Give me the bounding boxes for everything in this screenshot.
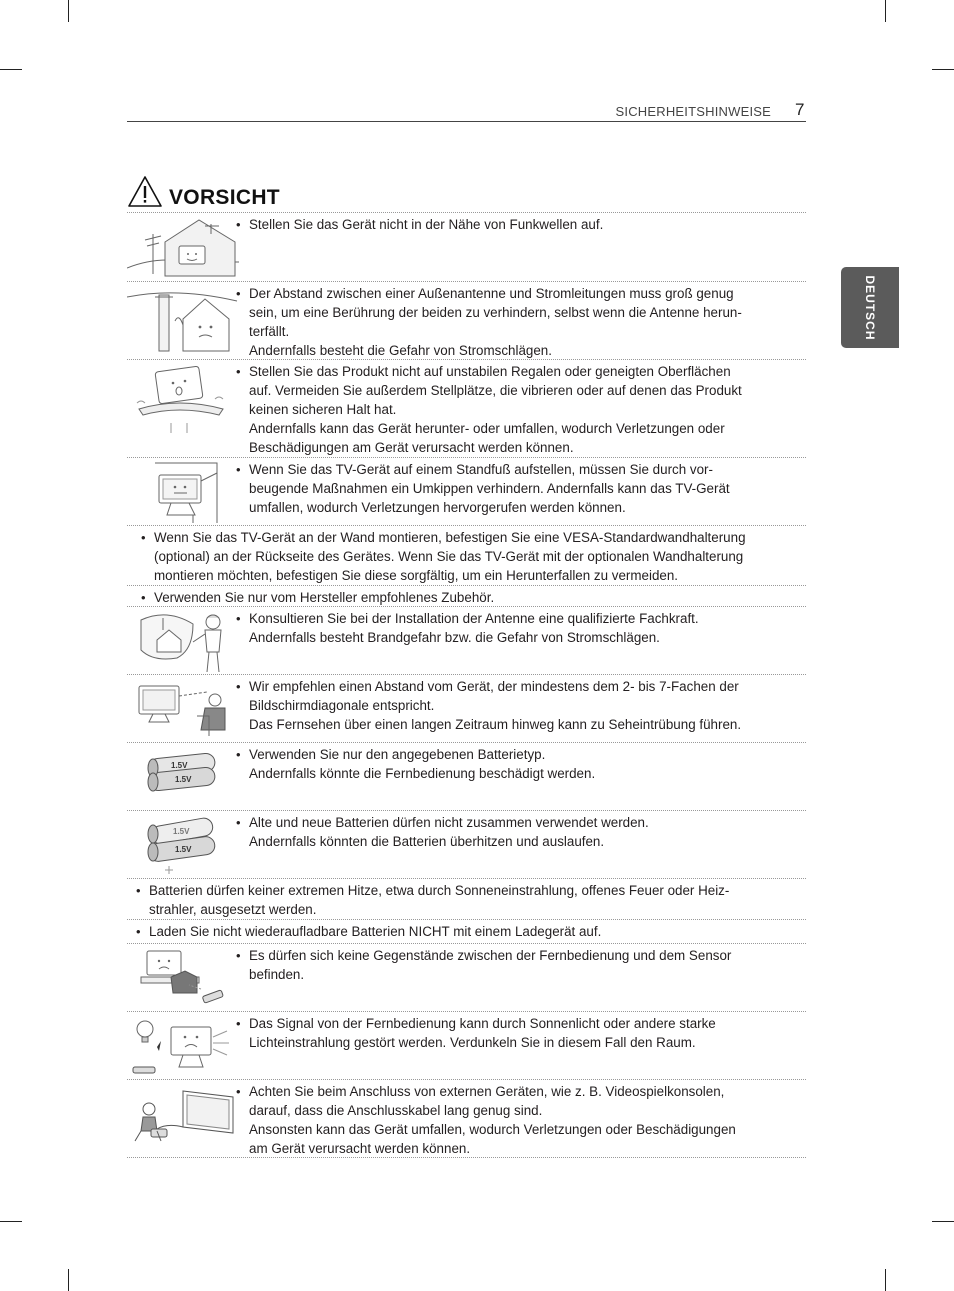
warning-triangle-icon [127,175,163,209]
crop-mark [0,69,22,70]
item-text: • Laden Sie nicht wiederaufladbare Batterien NICHT mit einem Ladegerät auf. [136,924,602,939]
list-item [127,585,806,606]
item-text: • Verwenden Sie nur den angegebenen Batterietyp. Andernfalls könnte die Fernbedienung beschädigt werden. [236,747,596,781]
list-item [127,742,806,810]
crop-mark [932,69,954,70]
language-tab-label: DEUTSCH [863,274,877,341]
crop-mark [0,1221,22,1222]
list-item [127,606,806,674]
header-rule [127,121,806,122]
cable-length-icon [127,1083,239,1149]
battery-label: 1.5V [173,827,190,836]
antenna-powerline-icon [127,285,239,357]
item-text: • Wir empfehlen einen Abstand vom Gerät, der mindestens dem 2- bis 7-Fachen der Bildschirmdiagonale entspricht. Das Fernsehen über einen langen Zeitraum hinweg kann zu Seheintrübung führen. [236,679,742,732]
list-item [127,525,806,585]
page-title: VORSICHT [169,186,280,209]
item-text: • Das Signal von der Fernbedienung kann durch Sonnenlicht oder andere starke Lichteinstrahlung gestört werden. Verdunkeln Sie in diesem Fall den Raum. [236,1016,716,1050]
crop-mark [68,1269,69,1291]
list-item [127,943,806,1011]
list-item [127,674,806,742]
remote-obstacle-icon [127,947,239,1009]
list-item [127,810,806,878]
tv-stand-wall-icon [127,461,239,523]
list-item [127,1011,806,1079]
list-item [127,878,806,919]
crop-mark [885,1269,886,1291]
unstable-shelf-tv-icon [127,363,239,437]
item-text: • Wenn Sie das TV-Gerät auf einem Standfuß aufstellen, müssen Sie durch vor- beugende Maßnahmen ein Umkippen verhindern. Andernfalls kann das TV-Gerät umfallen, wodurch Verletzungen hervorgerufen werden können. [236,462,730,515]
list-item [127,457,806,525]
battery-label: 1.5V [175,775,192,784]
item-text: • Es dürfen sich keine Gegenstände zwischen der Fernbedienung und dem Sensor befinden. [236,948,732,982]
antenna-house-icon [127,216,239,278]
crop-mark [68,0,69,22]
section-name: SICHERHEITSHINWEISE [615,104,771,119]
viewing-distance-icon [127,678,239,740]
crop-mark [932,1221,954,1222]
antenna-technician-icon [127,610,239,674]
battery-label: 1.5V [171,761,188,770]
mixed-batteries-icon [127,814,239,876]
item-text: • Batterien dürfen keiner extremen Hitze, etwa durch Sonneneinstrahlung, offenes Feuer oder Heiz- strahler, ausgesetzt werden. [136,883,730,917]
item-text: • Achten Sie beim Anschluss von externen Geräten, wie z. B. Videospielkonsolen, darauf, dass die Anschlusskabel lang genug sind. Ansonsten kann das Gerät umfallen, wodurch Verletzungen oder Beschädigungen am Gerät verursacht werden können. [236,1084,736,1156]
page-number: 7 [795,100,805,119]
caution-list [127,212,806,1158]
sunlight-remote-icon [127,1015,239,1077]
item-text: • Wenn Sie das TV-Gerät an der Wand montieren, befestigen Sie eine VESA-Standardwandhalterung (optional) an der Rückseite des Gerätes. Wenn Sie das TV-Gerät mit der optionalen Wandhalterung montieren möchten, befestigen Sie diese sorgfältig, um ein Herunterfallen zu vermeiden. [141,530,746,583]
item-text: • Verwenden Sie nur vom Hersteller empfohlenes Zubehör. [141,590,495,605]
list-item [127,1079,806,1158]
crop-mark [885,0,886,22]
battery-label: 1.5V [175,845,192,854]
list-item [127,919,806,943]
item-text: • Alte und neue Batterien dürfen nicht zusammen verwendet werden. Andernfalls könnten die Batterien überhitzen und auslaufen. [236,815,649,849]
item-text: • Der Abstand zwischen einer Außenantenne und Stromleitungen muss groß genug sein, um eine Berührung der beiden zu verhindern, selbst wenn die Antenne herun- terfällt. Andernfalls besteht die Gefahr von Stromschlägen. [236,286,742,358]
item-text: • Stellen Sie das Gerät nicht in der Nähe von Funkwellen auf. [236,217,604,232]
list-item [127,281,806,359]
list-item [127,212,806,281]
item-text: • Stellen Sie das Produkt nicht auf unstabilen Regalen oder geneigten Oberflächen auf. Vermeiden Sie außerdem Stellplätze, die vibrieren oder auf denen das Produkt keinen sicheren Halt hat. Andernfalls kann das Gerät herunter- oder umfallen, wodurch Verletzungen oder Beschädigungen am Gerät verursacht werden können. [236,364,742,455]
battery-pair-icon [127,746,239,806]
list-item [127,359,806,457]
item-text: • Konsultieren Sie bei der Installation der Antenne eine qualifizierte Fachkraft. Andernfalls besteht Brandgefahr bzw. die Gefahr von Stromschlägen. [236,611,699,645]
language-tab [841,267,899,348]
